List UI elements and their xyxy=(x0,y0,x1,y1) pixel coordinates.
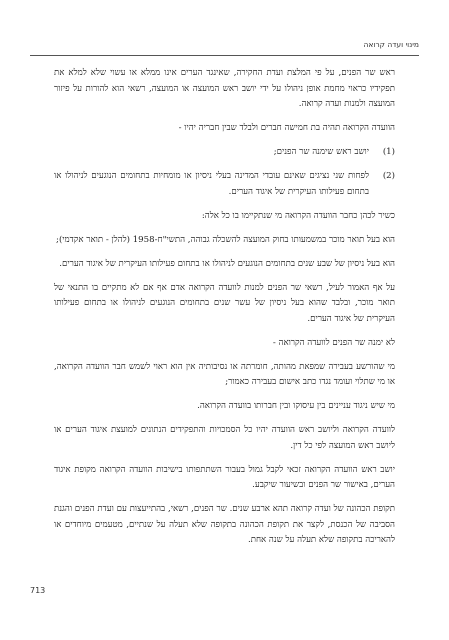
list-item-number: (1) xyxy=(382,147,395,157)
paragraph: לוועדה הקרואה וליושב ראש הוועדה יהיו כל הסמכויות והתפקידים הנתונים למועצת איגוד הערים או ליושב ראש המועצה לפי כל דין. xyxy=(54,425,395,451)
running-header: מינוי ועדה קרואה xyxy=(363,40,419,49)
list-item xyxy=(54,169,395,200)
paragraph: יושב ראש הוועדה הקרואה זכאי לקבל גמול בעבור השתתפותו בישיבות הוועדה הקרואה מקופת איגוד הערים, באישור שר הפנים ובשיעור שיקבע. xyxy=(54,464,395,490)
paragraph: הוועדה הקרואה תהיה בת חמישה חברים ולבלד שבין חבריה יהיו - xyxy=(178,123,395,133)
list-item-text: יושב ראש שימנה שר הפנים; xyxy=(273,147,369,157)
paragraph: הוא בעל ניסיון של שבע שנים בתחומים הנוגעים לניהולו או בתחום פעילותו העיקרית של איגוד הערים. xyxy=(59,258,395,269)
paragraph: מי שיש ניגוד עניינים בין עיסוקו ובין חברותו בוועדה הקרואה. xyxy=(197,401,395,411)
header-divider xyxy=(30,55,419,56)
paragraph: כשיר לכהן כחבר הוועדה הקרואה מי שנתקיימו בו כל אלה: xyxy=(201,210,395,221)
paragraph: תקופת הכהונה של ועדה קרואה תהא ארבע שנים. שר הפנים, רשאי, בהתייעצות עם ועדת הפנים והגנת הסביבה של הכנסת, לקצר את תקופת הכהונה בתקופה שלא תעלה על שנתיים, מטעמים מיוחדים או להאריכה בתקופה שלא תעלה על שנה אחת. xyxy=(54,504,395,545)
paragraph: מי שהורשע בעבירה שמפאת מהותה, חומרתה או נסיבותיה אין הוא ראוי לשמש חבר הוועדה הקרואה, או מי שתלוי ועומד נגדו כתב אישום בעבירה כאמור; xyxy=(54,361,395,387)
list-item xyxy=(54,145,395,161)
paragraph: הוא בעל תואר מוכר במשמעותו בחוק המועצה להשכלה גבוהה, התשי"ח-1958 (להלן - תואר אקדמי); xyxy=(56,234,395,245)
paragraph: ראש שר הפנים, על פי המלצת ועדת החקירה, שאינגד הערים אינו ממלא או עשוי שלא למלא את תפקידיו כראוי מחמת אופן ניהולו על ידי יושב ראש המועצה או המועצה, רשאי הוא להורות על פיזור המועצה ולמנות ועדה קרואה. xyxy=(54,68,395,109)
page-number: 713 xyxy=(30,586,46,595)
paragraph: לא ימנה שר הפנים לוועדה הקרואה - xyxy=(272,337,395,348)
list-item-text: לפחות שני נציגים שאינם עובדי המדינה בעלי ניסיון או מומחיות בתחומים הנוגעים לניהולו או בתחום פעילותו העיקרית של איגוד הערים. xyxy=(54,171,369,197)
list-item-number: (2) xyxy=(382,171,395,181)
paragraph: על אף האמור לעיל, רשאי שר הפנים למנות לוועדה הקרואה אדם אף אם לא מתקיים בו התנאי של תואר מוכר, ובלבד שהוא בעל ניסיון של עשר שנים בתחומים הנוגעים לניהולו או בתחום פעילותו העיקרית של איגוד הערים. xyxy=(54,282,395,324)
body-text xyxy=(54,66,395,557)
